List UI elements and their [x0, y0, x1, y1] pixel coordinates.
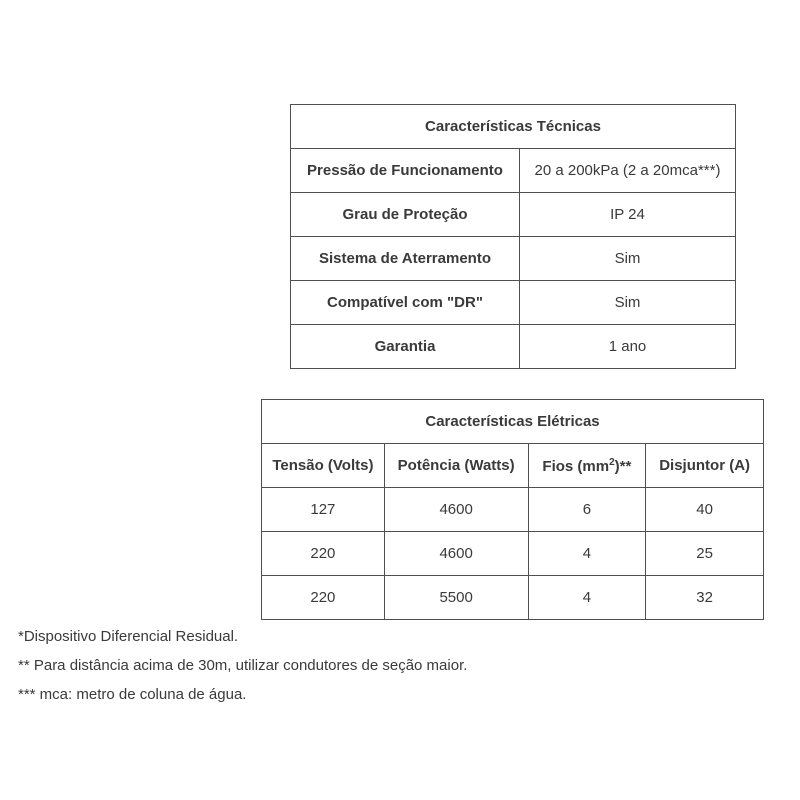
cell-power: 4600: [384, 488, 528, 532]
table-row: [291, 237, 736, 281]
cell-power: 5500: [384, 576, 528, 620]
table-row: [262, 532, 764, 576]
spec-label: Sistema de Aterramento: [291, 237, 520, 281]
spec-value: IP 24: [520, 193, 736, 237]
footnotes: [18, 622, 467, 709]
cell-wires: 6: [528, 488, 646, 532]
footnote: *Dispositivo Diferencial Residual.: [18, 628, 239, 645]
header-wires-prefix: Fios (mm: [542, 457, 610, 475]
header-wires-suffix: )**: [614, 457, 632, 475]
header-power: Potência (Watts): [384, 444, 528, 488]
electrical-specs-title: Características Elétricas: [262, 400, 764, 444]
header-wires-superscript: 2: [609, 456, 615, 468]
cell-power: 4600: [384, 532, 528, 576]
spec-label: Garantia: [291, 325, 520, 369]
header-breaker: Disjuntor (A): [646, 444, 764, 488]
spec-value: 20 a 200kPa (2 a 20mca***): [520, 149, 736, 193]
cell-wires: 4: [528, 532, 646, 576]
cell-breaker: 25: [646, 532, 764, 576]
spec-label: Compatível com "DR": [291, 281, 520, 325]
spec-value: 1 ano: [520, 325, 736, 369]
table-row: [291, 149, 736, 193]
table-row: [291, 325, 736, 369]
footnote: ** Para distância acima de 30m, utilizar condutores de seção maior.: [18, 657, 468, 674]
cell-breaker: 40: [646, 488, 764, 532]
cell-breaker: 32: [646, 576, 764, 620]
header-voltage: Tensão (Volts): [262, 444, 385, 488]
spec-value: Sim: [520, 281, 736, 325]
electrical-specs-table: [261, 399, 764, 620]
cell-wires: 4: [528, 576, 646, 620]
cell-voltage: 220: [262, 576, 385, 620]
technical-specs-table: [290, 104, 736, 369]
cell-voltage: 220: [262, 532, 385, 576]
technical-specs-title: Características Técnicas: [291, 105, 736, 149]
footnote: *** mca: metro de coluna de água.: [18, 686, 247, 703]
cell-voltage: 127: [262, 488, 385, 532]
spec-label: Pressão de Funcionamento: [291, 149, 520, 193]
table-row: [291, 281, 736, 325]
table-row: [291, 193, 736, 237]
table-row: [262, 488, 764, 532]
spec-label: Grau de Proteção: [291, 193, 520, 237]
table-row: [262, 576, 764, 620]
header-wires: [528, 444, 646, 488]
spec-value: Sim: [520, 237, 736, 281]
header-row: [262, 444, 764, 488]
